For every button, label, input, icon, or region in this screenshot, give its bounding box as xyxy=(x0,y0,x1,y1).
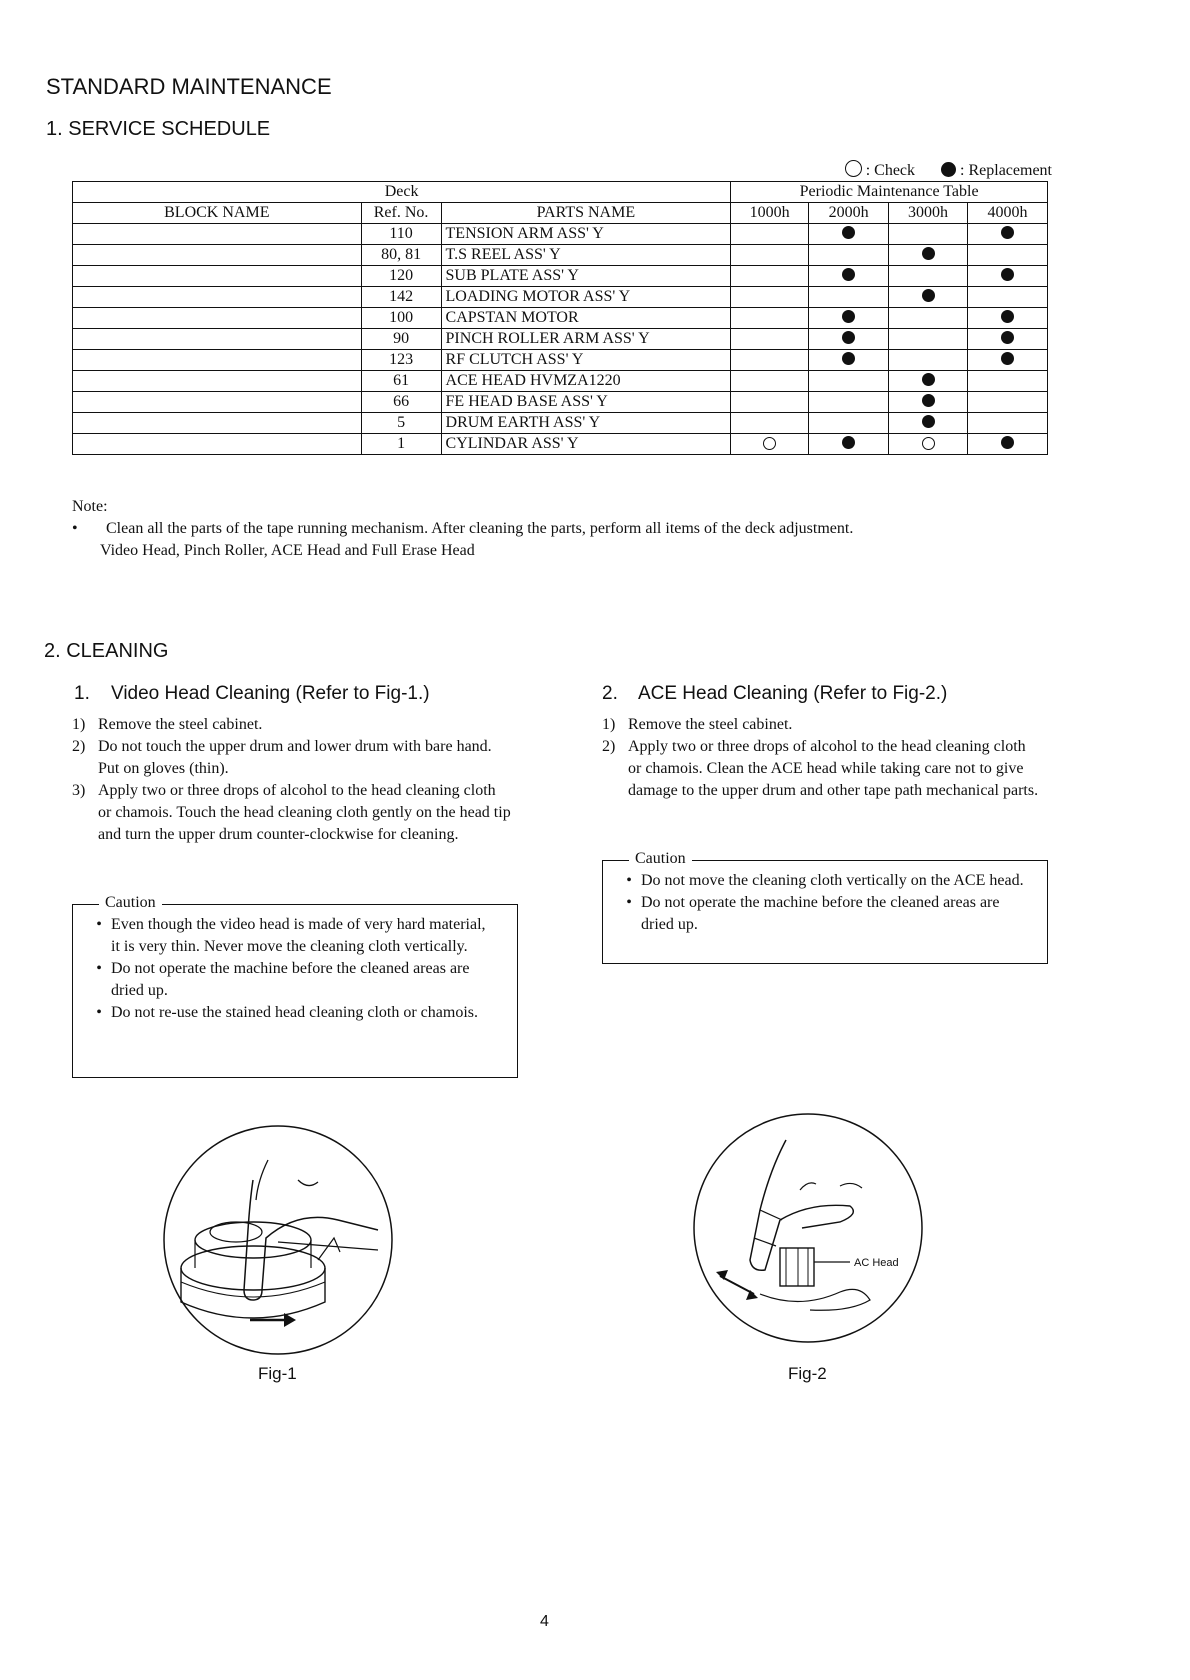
table-row xyxy=(73,350,1048,371)
periodic-header: Periodic Maintenance Table xyxy=(731,182,1048,203)
caution-text: Do not operate the machine before the cleaned areas are dried up. xyxy=(641,894,1000,933)
interval-cell xyxy=(809,245,889,266)
interval-cell xyxy=(968,392,1048,413)
replacement-icon xyxy=(922,415,935,428)
interval-cell xyxy=(731,287,809,308)
note-bullet: • xyxy=(72,520,78,537)
interval-cell xyxy=(889,371,968,392)
check-icon xyxy=(922,437,935,450)
table-row xyxy=(73,224,1048,245)
interval-cell xyxy=(968,308,1048,329)
caution-text: Do not move the cleaning cloth vertically on the ACE head. xyxy=(641,872,1024,889)
step-text: Apply two or three drops of alcohol to the head cleaning cloth or chamois. Touch the head cleaning cloth gently on the head tip and turn the upper drum counter-clockwise for cleaning. xyxy=(98,782,511,843)
step-text: Apply two or three drops of alcohol to the head cleaning cloth or chamois. Clean the ACE head while taking care not to give damage to the upper drum and other tape path mechanical parts. xyxy=(628,738,1039,799)
ref-no-cell: 80, 81 xyxy=(361,245,441,266)
page-number: 4 xyxy=(540,1613,549,1630)
replacement-icon xyxy=(842,436,855,449)
step-item xyxy=(72,714,512,736)
table-row xyxy=(73,371,1048,392)
block-name-cell xyxy=(73,350,362,371)
deck-header: Deck xyxy=(73,182,731,203)
caution-label: Caution xyxy=(99,892,162,914)
video-head-caution-box xyxy=(72,894,518,1078)
note-label: Note: xyxy=(72,498,108,515)
parts-name-cell: ACE HEAD HVMZA1220 xyxy=(441,371,731,392)
replacement-icon xyxy=(1001,268,1014,281)
interval-cell xyxy=(731,434,809,455)
video-head-heading-num: 1. xyxy=(74,683,90,704)
service-schedule-heading: 1. SERVICE SCHEDULE xyxy=(46,118,271,140)
caution-list xyxy=(603,861,1047,936)
interval-cell xyxy=(968,287,1048,308)
note-parts-list: Video Head, Pinch Roller, ACE Head and Full Erase Head xyxy=(100,542,475,559)
step-number: 2) xyxy=(602,738,616,755)
ref-no-cell: 61 xyxy=(361,371,441,392)
interval-cell xyxy=(968,371,1048,392)
parts-name-cell: RF CLUTCH ASS' Y xyxy=(441,350,731,371)
interval-cell xyxy=(809,350,889,371)
col-parts-name: PARTS NAME xyxy=(441,203,731,224)
ref-no-cell: 66 xyxy=(361,392,441,413)
col-ref-no: Ref. No. xyxy=(361,203,441,224)
caution-text: Do not operate the machine before the cleaned areas are dried up. xyxy=(111,960,470,999)
ace-head-steps xyxy=(602,714,1042,802)
table-row xyxy=(73,245,1048,266)
interval-cell xyxy=(889,224,968,245)
interval-cell xyxy=(968,245,1048,266)
interval-cell xyxy=(968,266,1048,287)
interval-cell xyxy=(809,266,889,287)
parts-name-cell: FE HEAD BASE ASS' Y xyxy=(441,392,731,413)
bullet-icon: • xyxy=(96,1004,102,1021)
parts-name-cell: PINCH ROLLER ARM ASS' Y xyxy=(441,329,731,350)
parts-name-cell: DRUM EARTH ASS' Y xyxy=(441,413,731,434)
legend-check-label: : Check xyxy=(865,162,916,179)
block-name-cell xyxy=(73,329,362,350)
ref-no-cell: 120 xyxy=(361,266,441,287)
caution-item xyxy=(87,958,497,1002)
replacement-icon xyxy=(922,394,935,407)
block-name-cell xyxy=(73,434,362,455)
ref-no-cell: 1 xyxy=(361,434,441,455)
replacement-icon xyxy=(842,310,855,323)
ref-no-cell: 123 xyxy=(361,350,441,371)
ace-head-heading-text: ACE Head Cleaning (Refer to Fig-2.) xyxy=(637,683,948,704)
video-head-cleaning-heading xyxy=(74,683,430,705)
fig-2-ace-head-illustration xyxy=(690,1110,930,1350)
block-name-cell xyxy=(73,413,362,434)
interval-cell xyxy=(809,224,889,245)
replacement-icon xyxy=(922,247,935,260)
ref-no-cell: 5 xyxy=(361,413,441,434)
interval-cell xyxy=(889,308,968,329)
col-3000h: 3000h xyxy=(889,203,968,224)
replacement-icon xyxy=(1001,310,1014,323)
interval-cell xyxy=(809,287,889,308)
interval-cell xyxy=(968,434,1048,455)
step-number: 2) xyxy=(72,738,86,755)
step-item xyxy=(72,736,512,780)
service-schedule-table xyxy=(72,181,1048,455)
replacement-icon xyxy=(1001,331,1014,344)
interval-cell xyxy=(731,350,809,371)
table-row xyxy=(73,413,1048,434)
table-row xyxy=(73,329,1048,350)
interval-cell xyxy=(889,245,968,266)
replacement-icon xyxy=(842,268,855,281)
interval-cell xyxy=(731,329,809,350)
table-row xyxy=(73,287,1048,308)
interval-cell xyxy=(889,392,968,413)
step-number: 3) xyxy=(72,782,86,799)
ref-no-cell: 110 xyxy=(361,224,441,245)
block-name-cell xyxy=(73,308,362,329)
replacement-icon xyxy=(842,226,855,239)
block-name-cell xyxy=(73,371,362,392)
video-head-heading-text: Video Head Cleaning (Refer to Fig-1.) xyxy=(110,683,430,704)
col-4000h: 4000h xyxy=(968,203,1048,224)
caution-item xyxy=(87,914,497,958)
replacement-icon xyxy=(1001,436,1014,449)
block-name-cell xyxy=(73,287,362,308)
interval-cell xyxy=(889,266,968,287)
parts-name-cell: TENSION ARM ASS' Y xyxy=(441,224,731,245)
parts-name-cell: SUB PLATE ASS' Y xyxy=(441,266,731,287)
interval-cell xyxy=(889,287,968,308)
ref-no-cell: 100 xyxy=(361,308,441,329)
block-name-cell xyxy=(73,266,362,287)
replacement-icon xyxy=(922,373,935,386)
caution-list xyxy=(73,905,517,1024)
interval-cell xyxy=(809,434,889,455)
note xyxy=(72,496,853,562)
legend-replacement-label: : Replacement xyxy=(960,162,1052,179)
step-item xyxy=(602,736,1042,802)
caution-text: Even though the video head is made of very hard material, it is very thin. Never move the cleaning cloth vertically. xyxy=(111,916,486,955)
ref-no-cell: 90 xyxy=(361,329,441,350)
interval-cell xyxy=(731,371,809,392)
interval-cell xyxy=(968,224,1048,245)
bullet-icon: • xyxy=(626,894,632,911)
bullet-icon: • xyxy=(626,872,632,889)
step-number: 1) xyxy=(72,716,86,733)
ac-head-label: AC Head xyxy=(854,1257,899,1269)
caution-item xyxy=(617,892,1027,936)
col-1000h: 1000h xyxy=(731,203,809,224)
bullet-icon: • xyxy=(96,960,102,977)
check-icon xyxy=(763,437,776,450)
interval-cell xyxy=(809,371,889,392)
step-text: Do not touch the upper drum and lower drum with bare hand. Put on gloves (thin). xyxy=(98,738,492,777)
replacement-icon xyxy=(842,352,855,365)
caution-text: Do not re-use the stained head cleaning cloth or chamois. xyxy=(111,1004,478,1021)
col-2000h: 2000h xyxy=(809,203,889,224)
table-row xyxy=(73,266,1048,287)
table-row xyxy=(73,308,1048,329)
interval-cell xyxy=(968,413,1048,434)
interval-cell xyxy=(889,329,968,350)
interval-cell xyxy=(731,245,809,266)
block-name-cell xyxy=(73,224,362,245)
step-number: 1) xyxy=(602,716,616,733)
block-name-cell xyxy=(73,392,362,413)
parts-name-cell: T.S REEL ASS' Y xyxy=(441,245,731,266)
interval-cell xyxy=(731,308,809,329)
table-row xyxy=(73,434,1048,455)
cleaning-heading: 2. CLEANING xyxy=(44,640,169,662)
ace-head-cleaning-heading xyxy=(602,683,947,705)
table-row xyxy=(73,392,1048,413)
interval-cell xyxy=(968,350,1048,371)
interval-cell xyxy=(809,413,889,434)
legend xyxy=(845,160,1052,180)
parts-name-cell: LOADING MOTOR ASS' Y xyxy=(441,287,731,308)
step-item xyxy=(602,714,1042,736)
step-text: Remove the steel cabinet. xyxy=(98,716,263,733)
interval-cell xyxy=(731,266,809,287)
bullet-icon: • xyxy=(96,916,102,933)
interval-cell xyxy=(731,224,809,245)
page-title: STANDARD MAINTENANCE xyxy=(46,74,332,99)
interval-cell xyxy=(889,413,968,434)
interval-cell xyxy=(968,329,1048,350)
replacement-icon xyxy=(1001,352,1014,365)
step-text: Remove the steel cabinet. xyxy=(628,716,793,733)
parts-name-cell: CAPSTAN MOTOR xyxy=(441,308,731,329)
check-symbol-icon xyxy=(845,160,862,177)
ace-head-heading-num: 2. xyxy=(602,683,618,704)
replacement-icon xyxy=(922,289,935,302)
interval-cell xyxy=(731,413,809,434)
fig-1-caption: Fig-1 xyxy=(258,1364,297,1383)
caution-item xyxy=(617,870,1027,892)
interval-cell xyxy=(889,350,968,371)
interval-cell xyxy=(809,308,889,329)
replacement-icon xyxy=(842,331,855,344)
col-block-name: BLOCK NAME xyxy=(73,203,362,224)
replacement-symbol-icon xyxy=(941,162,956,177)
replacement-icon xyxy=(1001,226,1014,239)
block-name-cell xyxy=(73,245,362,266)
step-item xyxy=(72,780,512,846)
ref-no-cell: 142 xyxy=(361,287,441,308)
parts-name-cell: CYLINDAR ASS' Y xyxy=(441,434,731,455)
caution-item xyxy=(87,1002,497,1024)
fig-1-video-head-illustration xyxy=(158,1120,398,1360)
ace-head-caution-box xyxy=(602,850,1048,964)
interval-cell xyxy=(731,392,809,413)
fig-2-caption: Fig-2 xyxy=(788,1364,827,1383)
interval-cell xyxy=(809,329,889,350)
note-text: Clean all the parts of the tape running mechanism. After cleaning the parts, perform all items of the deck adjustment. xyxy=(106,520,854,537)
interval-cell xyxy=(889,434,968,455)
interval-cell xyxy=(809,392,889,413)
caution-label: Caution xyxy=(629,848,692,870)
video-head-steps xyxy=(72,714,512,846)
